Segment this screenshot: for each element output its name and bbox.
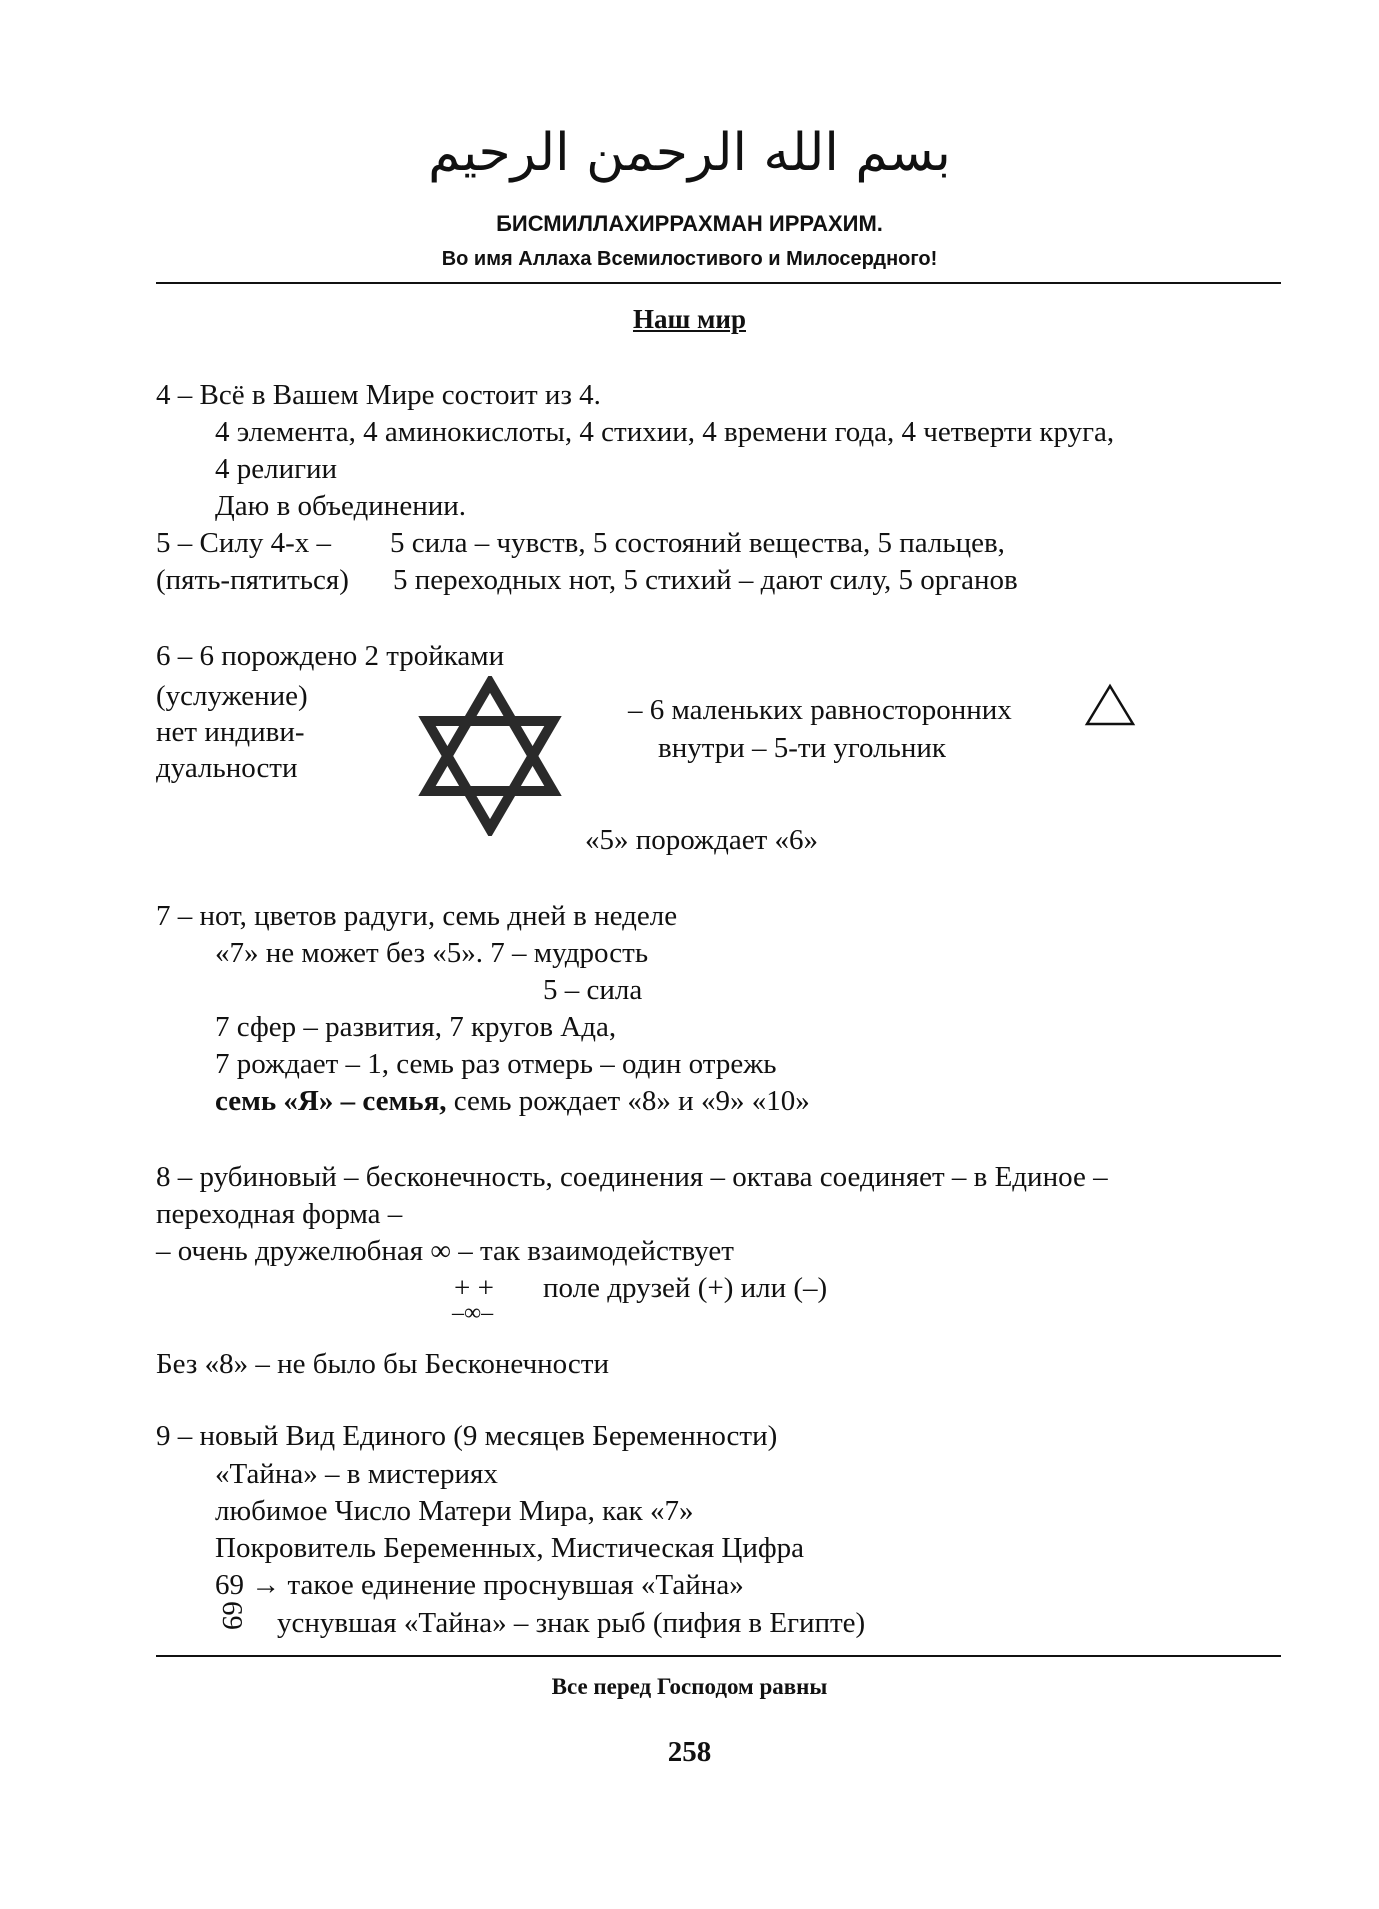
sec9-line-3: любимое Число Матери Мира, как «7» bbox=[215, 1495, 694, 1527]
sec5-line-2b: 5 переходных нот, 5 стихий – дают силу, 5 органов bbox=[393, 564, 1018, 596]
sec6-left-1: (услужение) bbox=[156, 680, 308, 712]
sec4-line-3: 4 религии bbox=[215, 453, 338, 485]
header-subtitle: Во имя Аллаха Всемилостивого и Милосердного! bbox=[441, 248, 938, 270]
sec9-line-4: Покровитель Беременных, Мистическая Цифра bbox=[215, 1532, 805, 1564]
sec7-line-2: «7» не может без «5». 7 – мудрость bbox=[215, 937, 649, 969]
footer-caption: Все перед Господом равны bbox=[551, 1674, 828, 1699]
sec8-line-2: переходная форма – bbox=[156, 1198, 403, 1230]
sec5-line-1b: 5 сила – чувств, 5 состояний вещества, 5 пальцев, bbox=[390, 527, 1005, 559]
sec8-plus-signs: + + bbox=[454, 1272, 494, 1304]
sec8-line-6: Без «8» – не было бы Бесконечности bbox=[156, 1348, 609, 1380]
sec6-right-1: – 6 маленьких равносторонних bbox=[628, 694, 1012, 726]
sec8-line-4: поле друзей (+) или (–) bbox=[543, 1272, 828, 1304]
sec9-line-5: 69 → такое единение проснувшая «Тайна» bbox=[215, 1569, 744, 1601]
sec9-line-1: 9 – новый Вид Единого (9 месяцев Беременности) bbox=[156, 1420, 778, 1452]
sec7-line-1: 7 – нот, цветов радуги, семь дней в неделе bbox=[156, 900, 678, 932]
header-rule bbox=[156, 282, 1281, 284]
section-title: Наш мир bbox=[632, 304, 746, 334]
sec7-line-5: 7 рождает – 1, семь раз отмерь – один отрежь bbox=[215, 1048, 777, 1080]
sec4-line-1: 4 – Всё в Вашем Мире состоит из 4. bbox=[156, 379, 601, 411]
sec8-line-3: – очень дружелюбная ∞ – так взаимодействует bbox=[156, 1235, 734, 1267]
page-number: 258 bbox=[667, 1736, 712, 1768]
triangle-outline-icon bbox=[1084, 683, 1136, 727]
sec5-line-1a: 5 – Силу 4-х – bbox=[156, 527, 331, 559]
sec6-left-2: нет индиви- bbox=[156, 716, 305, 748]
sec9-line-6: уснувшая «Тайна» – знак рыб (пифия в Египте) bbox=[277, 1607, 866, 1639]
sec6-left-3: дуальности bbox=[156, 752, 298, 784]
header-title: БИСМИЛЛАХИРРАХМАН ИРРАХИМ. bbox=[496, 211, 883, 236]
sec6-center-caption: «5» порождает «6» bbox=[585, 824, 819, 856]
sec9-line-2: «Тайна» – в мистериях bbox=[215, 1458, 498, 1490]
sec8-line-1: 8 – рубиновый – бесконечность, соединения – октава соединяет – в Единое – bbox=[156, 1161, 1108, 1193]
sec4-line-4: Даю в объединении. bbox=[215, 490, 467, 522]
sec5-line-2a: (пять-пятиться) bbox=[156, 564, 349, 596]
footer-rule bbox=[156, 1655, 1281, 1657]
sec6-right-2: внутри – 5-ти угольник bbox=[658, 732, 946, 764]
star-of-david-icon bbox=[415, 676, 565, 836]
sec7-line-6 bbox=[215, 1083, 810, 1119]
sec7-line-6-bold: семь «Я» – семья, bbox=[215, 1085, 447, 1117]
sec4-line-2: 4 элемента, 4 аминокислоты, 4 стихии, 4 времени года, 4 четверти круга, bbox=[215, 416, 1115, 448]
sec6-line-1: 6 – 6 порождено 2 тройками bbox=[156, 640, 505, 672]
sec8-infinity-mark: –∞– bbox=[452, 1300, 494, 1326]
rotated-69-symbol: 69 bbox=[216, 1601, 248, 1630]
arabic-basmala-calligraphy: بسم الله الرحمن الرحيم bbox=[428, 123, 951, 183]
sec7-line-4: 7 сфер – развития, 7 кругов Ада, bbox=[215, 1011, 617, 1043]
sec7-line-3: 5 – сила bbox=[543, 974, 643, 1006]
sec7-line-6-rest: семь рождает «8» и «9» «10» bbox=[446, 1085, 810, 1117]
